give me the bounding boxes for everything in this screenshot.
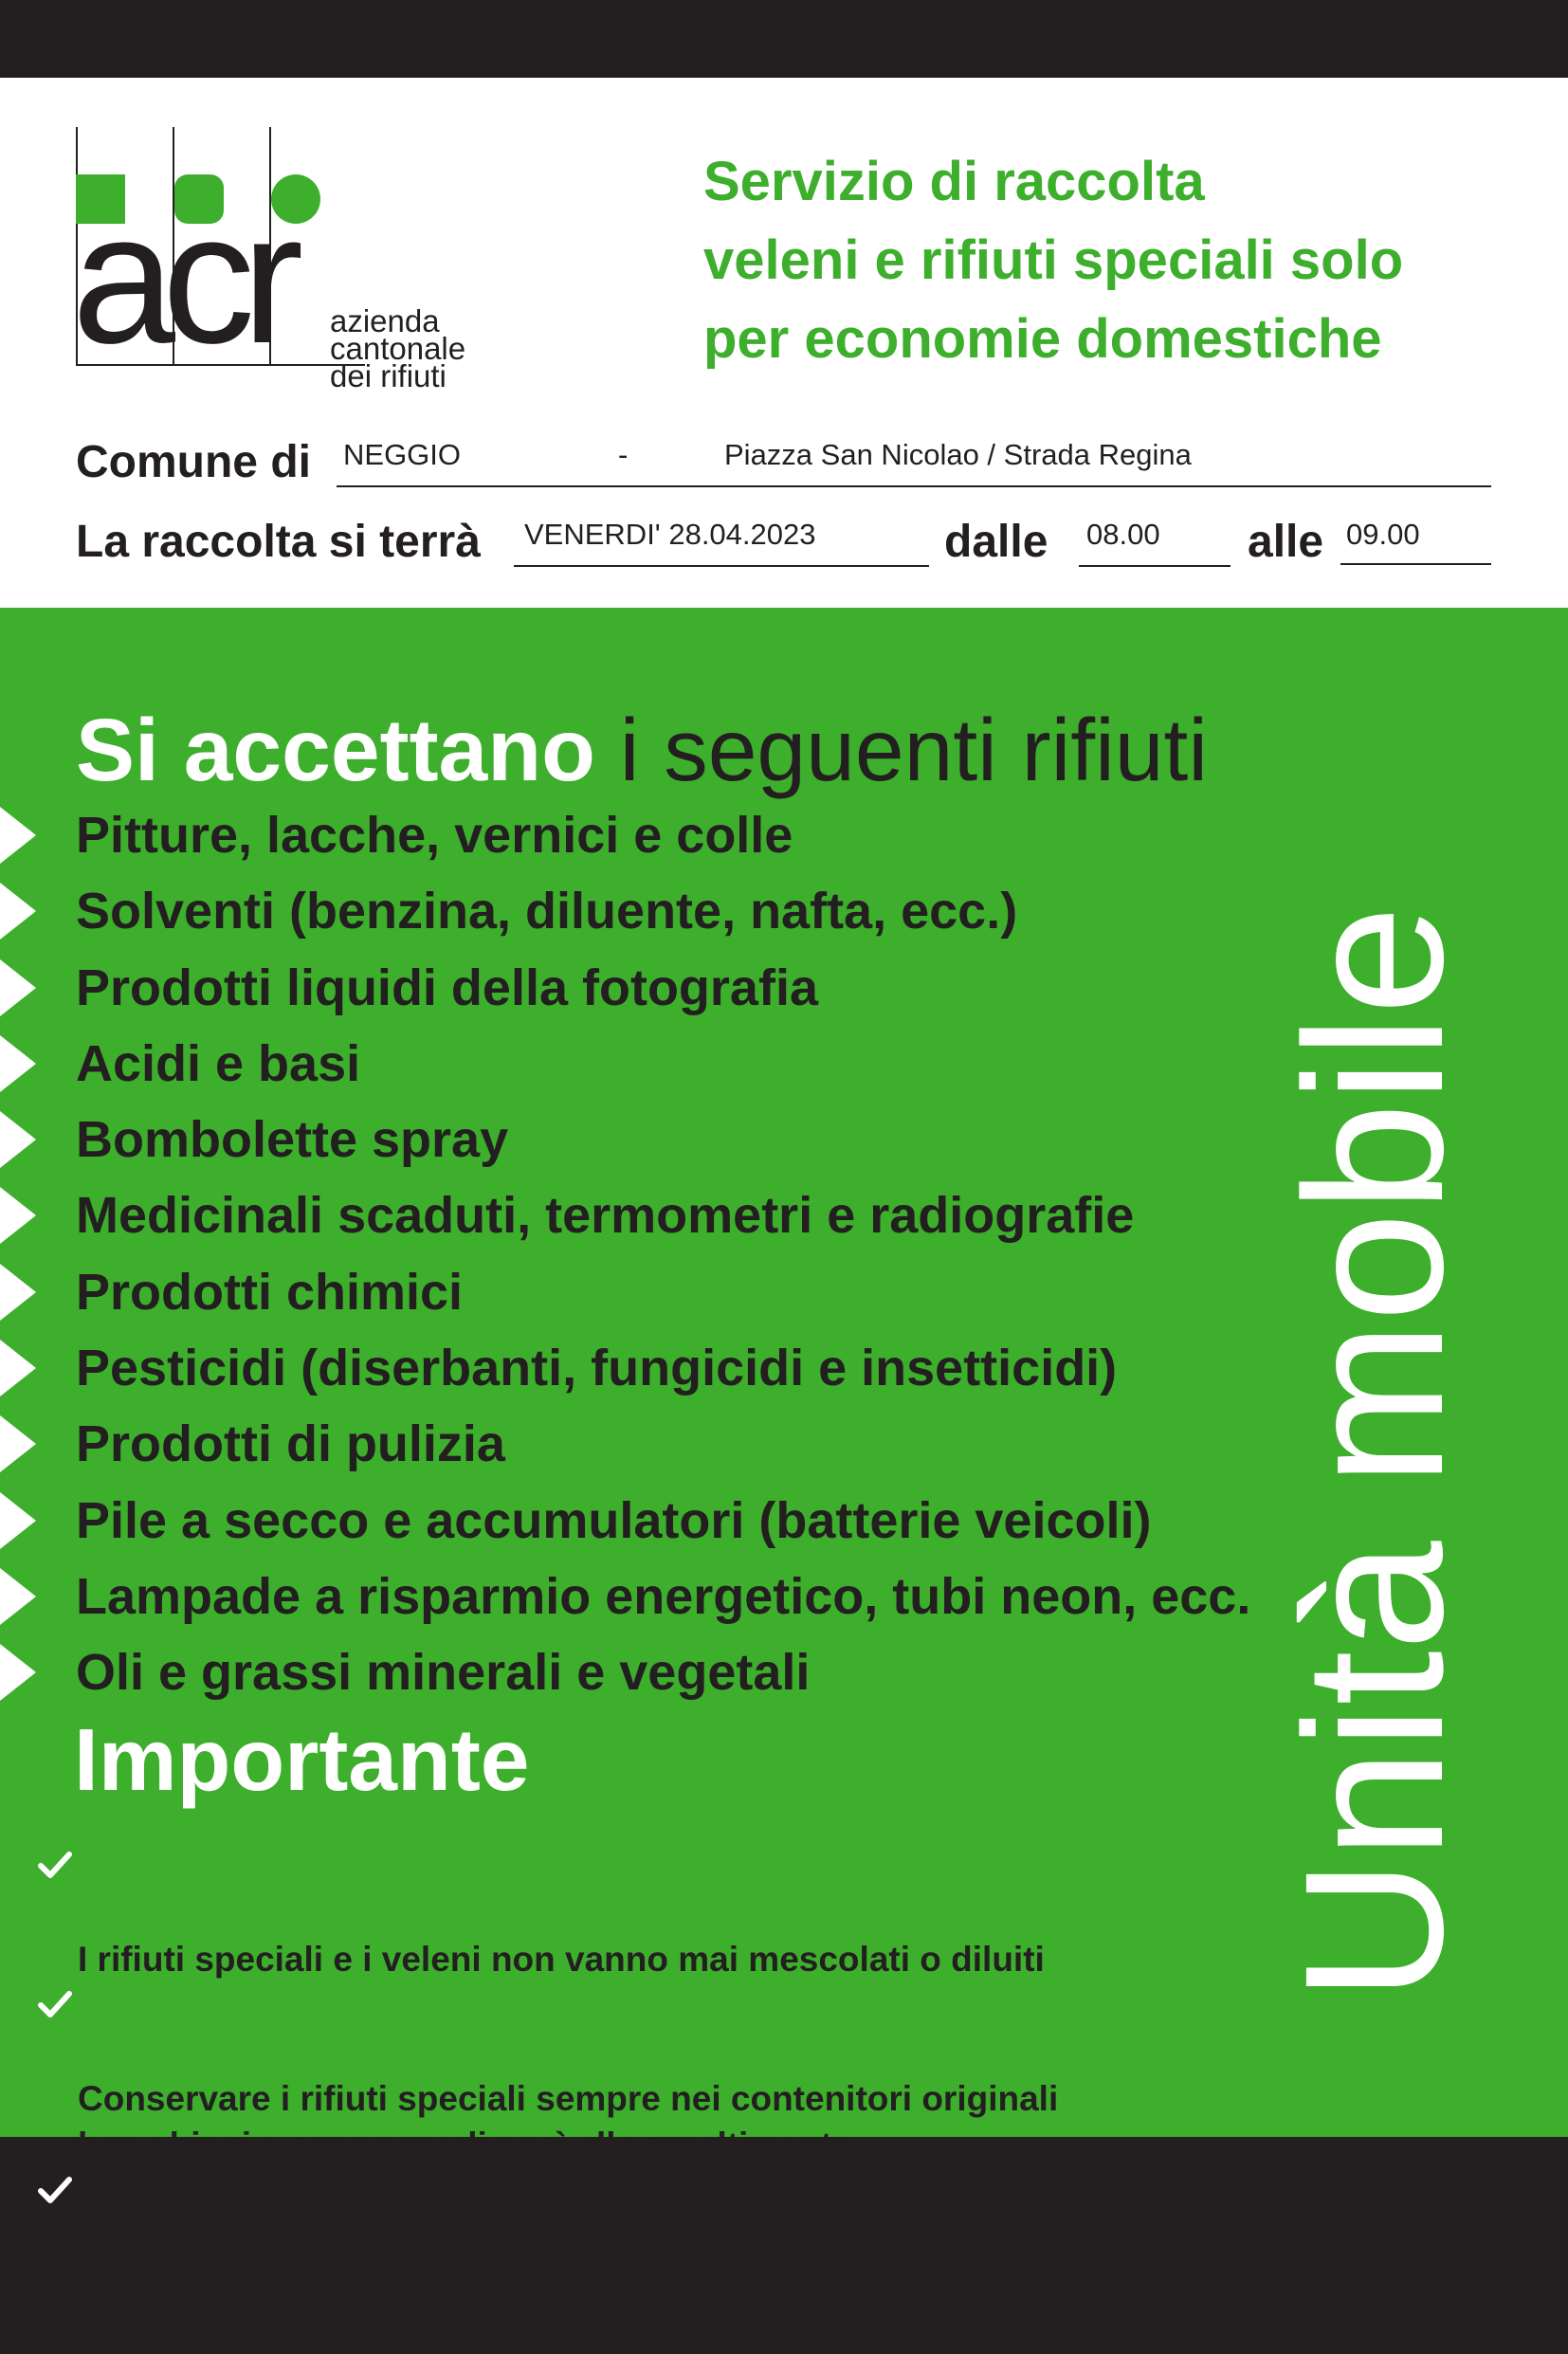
list-item xyxy=(0,1254,1327,1330)
end-time-underline xyxy=(1340,563,1491,565)
arrow-icon xyxy=(0,1568,36,1625)
service-title-line-1: Servizio di raccolta xyxy=(703,151,1205,212)
list-item xyxy=(0,1483,1327,1559)
accepted-title-rest: i seguenti rifiuti xyxy=(594,701,1209,799)
list-item-label: Prodotti di pulizia xyxy=(76,1415,505,1473)
service-title-line-3: per economie domestiche xyxy=(703,308,1382,370)
checkmark-icon xyxy=(38,2176,72,2204)
list-item-label: Medicinali scaduti, termometri e radiografie xyxy=(76,1187,1135,1245)
list-item-label: Acidi e basi xyxy=(76,1034,361,1092)
note-text: Non si accettano recipienti danneggiati o che perdono, come pure siringhe, oggetti taglienti e appuntiti non imballati xyxy=(78,2265,1096,2350)
list-item xyxy=(0,1559,1327,1634)
arrow-icon xyxy=(0,1644,36,1701)
comune-separator: - xyxy=(618,438,629,471)
list-item-label: Pile a secco e accumulatori (batterie veicoli) xyxy=(76,1491,1152,1549)
checkmark-icon xyxy=(38,1851,72,1879)
date-value: VENERDI' 28.04.2023 xyxy=(524,518,816,551)
list-item xyxy=(0,1634,1327,1710)
note-item xyxy=(38,1982,1095,2168)
list-item-label: Pesticidi (diserbanti, fungicidi e insetticidi) xyxy=(76,1340,1118,1397)
acr-logo xyxy=(72,127,531,393)
list-item xyxy=(0,1102,1327,1177)
alle-label: alle xyxy=(1248,517,1324,567)
list-item xyxy=(0,1177,1327,1253)
list-item-label: Prodotti chimici xyxy=(76,1263,464,1321)
arrow-icon xyxy=(0,1111,36,1168)
arrow-icon xyxy=(0,1035,36,1092)
flyer-page xyxy=(0,78,1568,2350)
note-text: I rifiuti speciali e i veleni non vanno mai mescolati o diluiti xyxy=(78,1940,1045,1979)
list-item-label: Pitture, lacche, vernici e colle xyxy=(76,807,793,864)
arrow-icon xyxy=(0,959,36,1016)
list-item xyxy=(0,1026,1327,1102)
list-item xyxy=(0,873,1327,949)
arrow-icon xyxy=(0,883,36,940)
location-value: Piazza San Nicolao / Strada Regina xyxy=(724,438,1192,471)
arrow-icon xyxy=(0,1264,36,1321)
important-title: Importante xyxy=(74,1710,530,1809)
accepted-items-list xyxy=(0,797,1327,1711)
comune-label: Comune di xyxy=(76,437,311,487)
logo-subtitle: azienda cantonale dei rifiuti xyxy=(330,303,466,393)
accepted-title xyxy=(76,698,1208,802)
list-item-label: Oli e grassi minerali e vegetali xyxy=(76,1644,811,1702)
start-time-value: 08.00 xyxy=(1086,518,1160,551)
arrow-icon xyxy=(0,807,36,864)
list-item xyxy=(0,950,1327,1026)
end-time-value: 09.00 xyxy=(1346,518,1420,551)
service-title xyxy=(703,142,1538,378)
arrow-icon xyxy=(0,1340,36,1396)
service-title-line-2: veleni e rifiuti speciali solo xyxy=(703,229,1404,291)
list-item-label: Prodotti liquidi della fotografia xyxy=(76,958,818,1016)
comune-value: NEGGIO xyxy=(343,438,462,471)
accepted-waste-section xyxy=(0,608,1568,2350)
start-time-underline xyxy=(1079,565,1231,567)
note-item xyxy=(38,2168,1095,2354)
mobile-unit-label: Unità mobile xyxy=(1265,904,1485,2001)
important-notes-list xyxy=(38,1843,1095,2354)
accepted-title-bold: Si accettano xyxy=(76,701,595,799)
arrow-icon xyxy=(0,1187,36,1244)
raccolta-label: La raccolta si terrà xyxy=(76,517,481,567)
list-item xyxy=(0,797,1327,873)
logo-letters: acr xyxy=(72,174,291,382)
checkmark-icon xyxy=(38,1990,72,2018)
list-item-label: Bombolette spray xyxy=(76,1111,509,1169)
note-item xyxy=(38,1843,1095,1982)
arrow-icon xyxy=(0,1492,36,1549)
arrow-icon xyxy=(0,1415,36,1472)
list-item xyxy=(0,1406,1327,1482)
date-underline xyxy=(514,565,929,567)
dalle-label: dalle xyxy=(944,517,1048,567)
list-item-label: Solventi (benzina, diluente, nafta, ecc.) xyxy=(76,883,1018,940)
list-item xyxy=(0,1330,1327,1406)
comune-underline xyxy=(337,485,1491,487)
list-item-label: Lampade a risparmio energetico, tubi neon, ecc. xyxy=(76,1567,1251,1625)
note-text: Conservare i rifiuti speciali sempre nei contenitori originali ben chiusi e consegnarli così allo smaltimento xyxy=(78,2079,1059,2164)
